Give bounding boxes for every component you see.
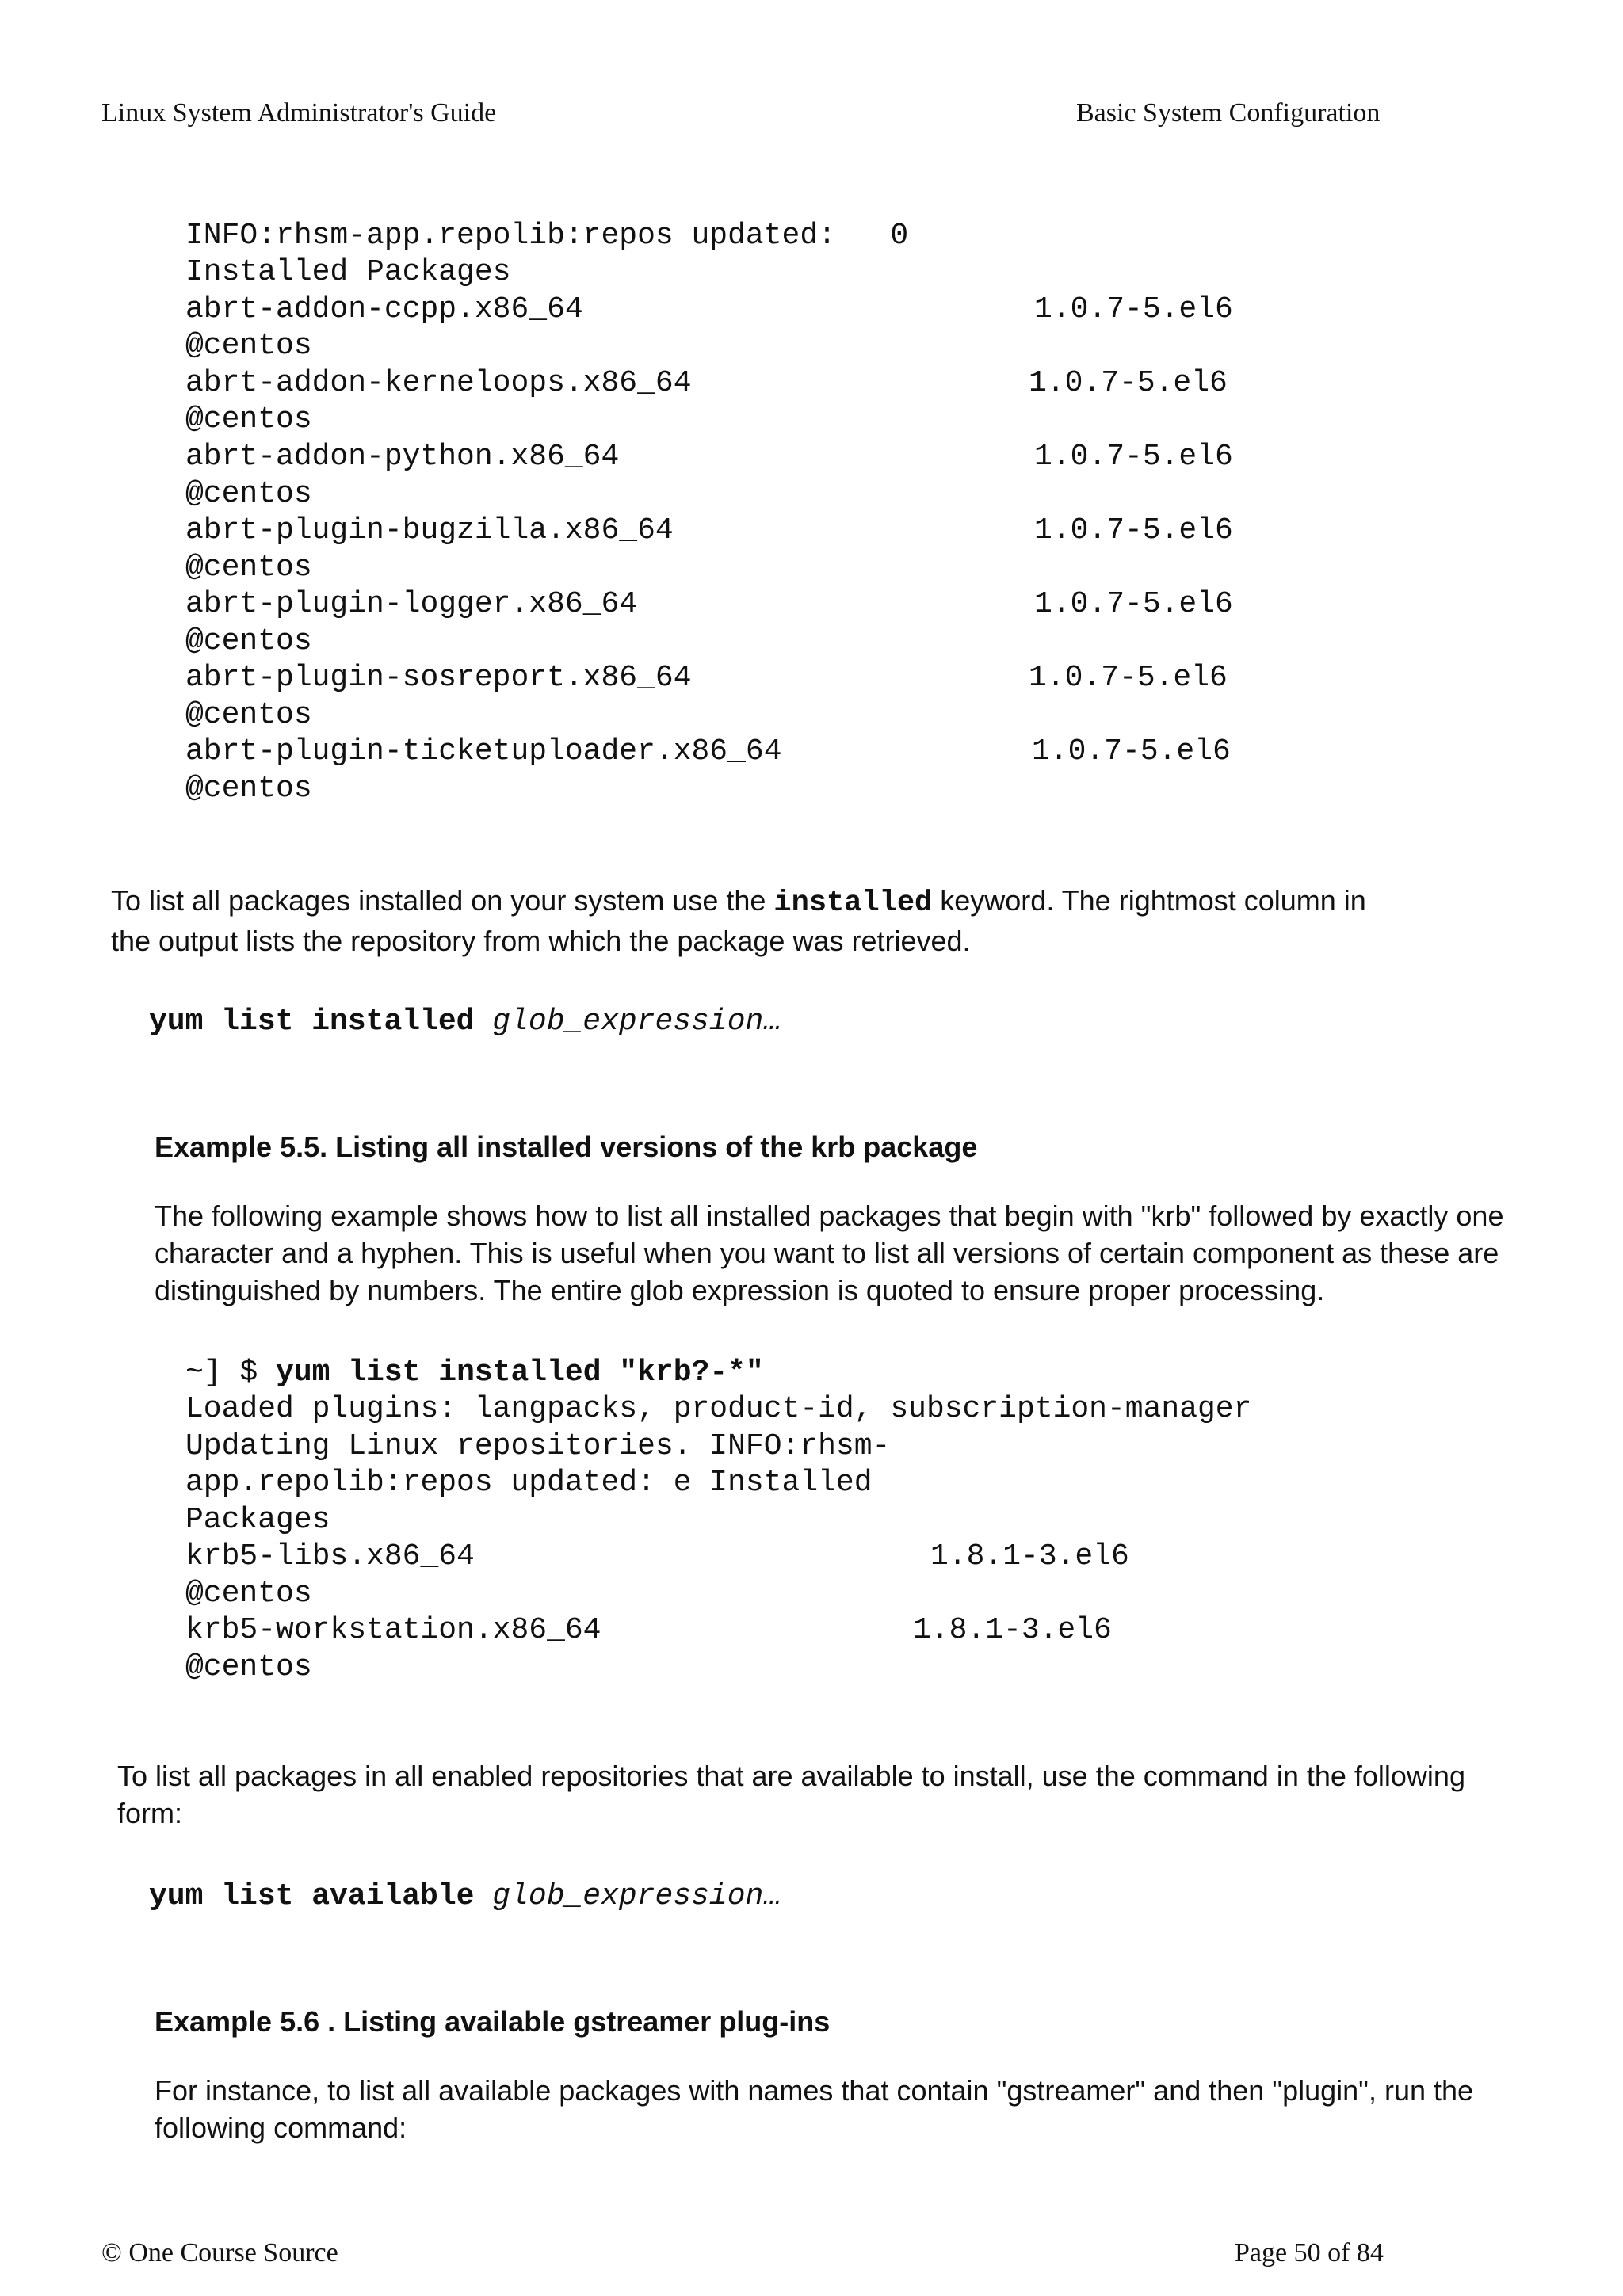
package-version: 1.0.7-5.el6 (1032, 734, 1231, 769)
command-text: yum list installed "krb?-*" (276, 1356, 764, 1390)
example-title: Example 5.5. Listing all installed versions of the krb package (155, 1131, 978, 1163)
command-syntax-installed (149, 1005, 781, 1039)
command-argument: glob_expression… (492, 1879, 782, 1913)
example-title: Example 5.6 . Listing available gstreamer plug-ins (155, 2005, 831, 2038)
package-repo: @centos (185, 624, 312, 658)
package-version: 1.0.7-5.el6 (1029, 661, 1228, 695)
package-name: abrt-addon-kerneloops.x86_64 (185, 366, 692, 400)
package-repo: @centos (185, 329, 312, 363)
command-syntax-available (149, 1879, 781, 1913)
package-name: krb5-workstation.x86_64 (185, 1613, 601, 1647)
example-description: For instance, to list all available packages with names that contain "gstreamer" and then "plugin", run the following command: (155, 2074, 1474, 2144)
footer-copyright: © One Course Source (101, 2238, 338, 2267)
package-name: abrt-plugin-sosreport.x86_64 (185, 661, 692, 695)
package-repo: @centos (185, 1650, 312, 1684)
code-line: Updating Linux repositories. INFO:rhsm- (185, 1429, 891, 1463)
code-line: Packages (185, 1503, 330, 1537)
paragraph-installed-keyword (111, 882, 1411, 959)
command-line (185, 1355, 764, 1391)
package-repo: @centos (185, 402, 312, 437)
code-line: INFO:rhsm-app.repolib:repos updated: 0 (185, 219, 909, 253)
package-version: 1.0.7-5.el6 (1034, 587, 1233, 621)
command-text: yum list available (149, 1879, 475, 1913)
code-line: Installed Packages (185, 255, 511, 289)
example-description: The following example shows how to list all installed packages that begin with "krb" followed by exactly one character and a hyphen. This is useful when you want to list all versions of certain component as these are distinguished by numbers. The entire glob expression is quoted to ensure proper processing. (155, 1199, 1504, 1306)
package-repo: @centos (185, 1577, 312, 1611)
package-version: 1.0.7-5.el6 (1034, 513, 1233, 547)
command-argument: glob_expression… (492, 1005, 782, 1039)
package-name: abrt-plugin-ticketuploader.x86_64 (185, 734, 782, 769)
package-version: 1.0.7-5.el6 (1034, 292, 1233, 326)
keyword-installed: installed (773, 887, 933, 920)
package-repo: @centos (185, 698, 312, 732)
package-repo: @centos (185, 772, 312, 806)
header-section: Basic System Configuration (1076, 98, 1381, 128)
code-line: Loaded plugins: langpacks, product-id, subscription-manager (185, 1392, 1252, 1426)
package-version: 1.8.1-3.el6 (930, 1539, 1129, 1573)
package-repo: @centos (185, 477, 312, 511)
package-name: abrt-addon-ccpp.x86_64 (185, 292, 583, 326)
shell-prompt: ~] $ (185, 1356, 277, 1390)
package-name: abrt-plugin-logger.x86_64 (185, 587, 638, 621)
package-name: krb5-libs.x86_64 (185, 1539, 475, 1573)
page-number: Page 50 of 84 (1235, 2238, 1384, 2267)
package-version: 1.8.1-3.el6 (913, 1613, 1112, 1647)
paragraph-text: keyword. The rightmost column in the output lists the repository from which the package was retrieved. (111, 884, 1366, 957)
paragraph-available: To list all packages in all enabled repositories that are available to install, use the command in the following form: (117, 1760, 1465, 1829)
package-name: abrt-addon-python.x86_64 (185, 440, 620, 474)
command-text: yum list installed (149, 1005, 475, 1039)
code-line: app.repolib:repos updated: e Installed (185, 1466, 873, 1500)
package-name: abrt-plugin-bugzilla.x86_64 (185, 513, 674, 547)
paragraph-text: To list all packages installed on your system use the (111, 884, 774, 917)
header-title: Linux System Administrator's Guide (101, 98, 497, 128)
package-repo: @centos (185, 551, 312, 585)
package-version: 1.0.7-5.el6 (1029, 366, 1228, 400)
package-version: 1.0.7-5.el6 (1034, 440, 1233, 474)
